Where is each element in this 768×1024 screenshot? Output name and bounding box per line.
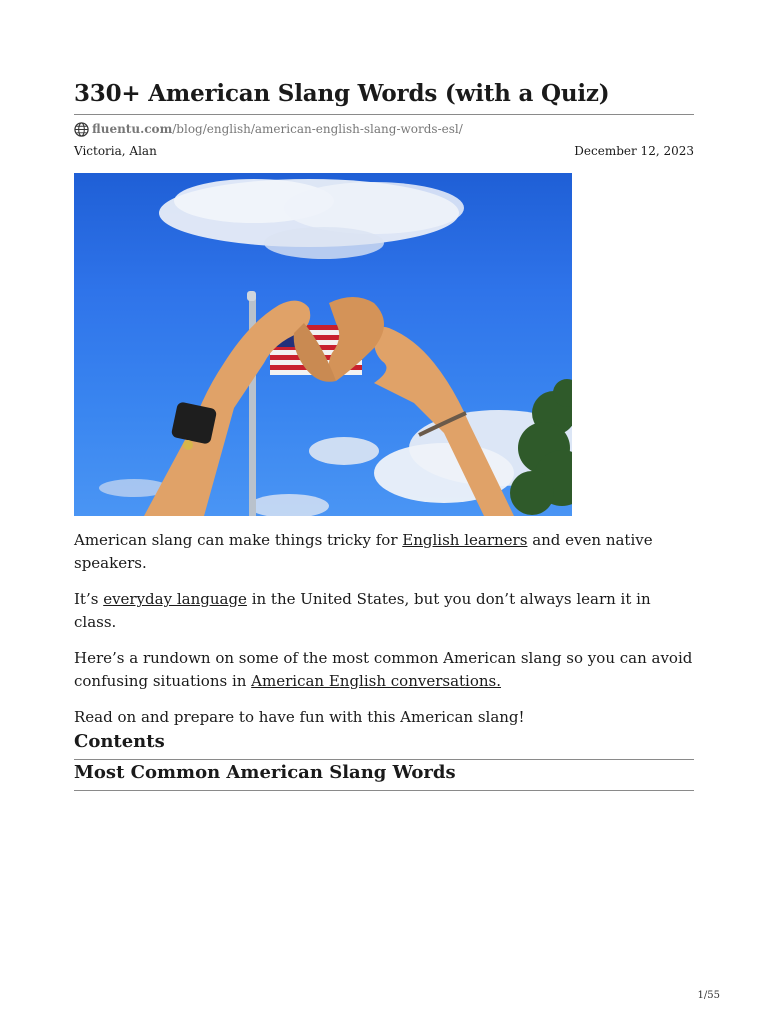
page-number: 1/55 <box>697 990 720 1001</box>
title-divider <box>74 114 694 115</box>
source-path: /blog/english/american-english-slang-words-esl/ <box>172 122 463 136</box>
paragraph-1: American slang can make things tricky for English learners and even native speakers. <box>74 531 653 572</box>
most-common-heading: Most Common American Slang Words <box>74 762 456 783</box>
paragraph-3: Here’s a rundown on some of the most common American slang so you can avoid confusing situations in American English conversations. <box>74 649 693 690</box>
publish-date: December 12, 2023 <box>574 144 694 158</box>
source-line <box>74 120 694 138</box>
source-domain: fluentu.com <box>92 122 173 136</box>
link-english-learners[interactable]: English learners <box>402 531 528 549</box>
most-common-divider <box>74 790 694 791</box>
article-page <box>74 78 694 791</box>
link-everyday-language[interactable]: everyday language <box>103 590 247 608</box>
paragraph-2: It’s everyday language in the United States, but you don’t always learn it in class. <box>74 590 651 631</box>
tree <box>510 379 572 515</box>
paragraph-4: Read on and prepare to have fun with this American slang! <box>74 708 525 726</box>
byline <box>74 144 694 158</box>
contents-heading: Contents <box>74 731 165 752</box>
article-title: 330+ American Slang Words (with a Quiz) <box>74 80 610 107</box>
source-link[interactable] <box>92 122 463 136</box>
hero-image <box>74 173 572 516</box>
authors: Victoria, Alan <box>74 144 157 158</box>
link-american-english-conversations[interactable]: American English conversations. <box>251 672 502 690</box>
globe-icon <box>74 122 89 137</box>
